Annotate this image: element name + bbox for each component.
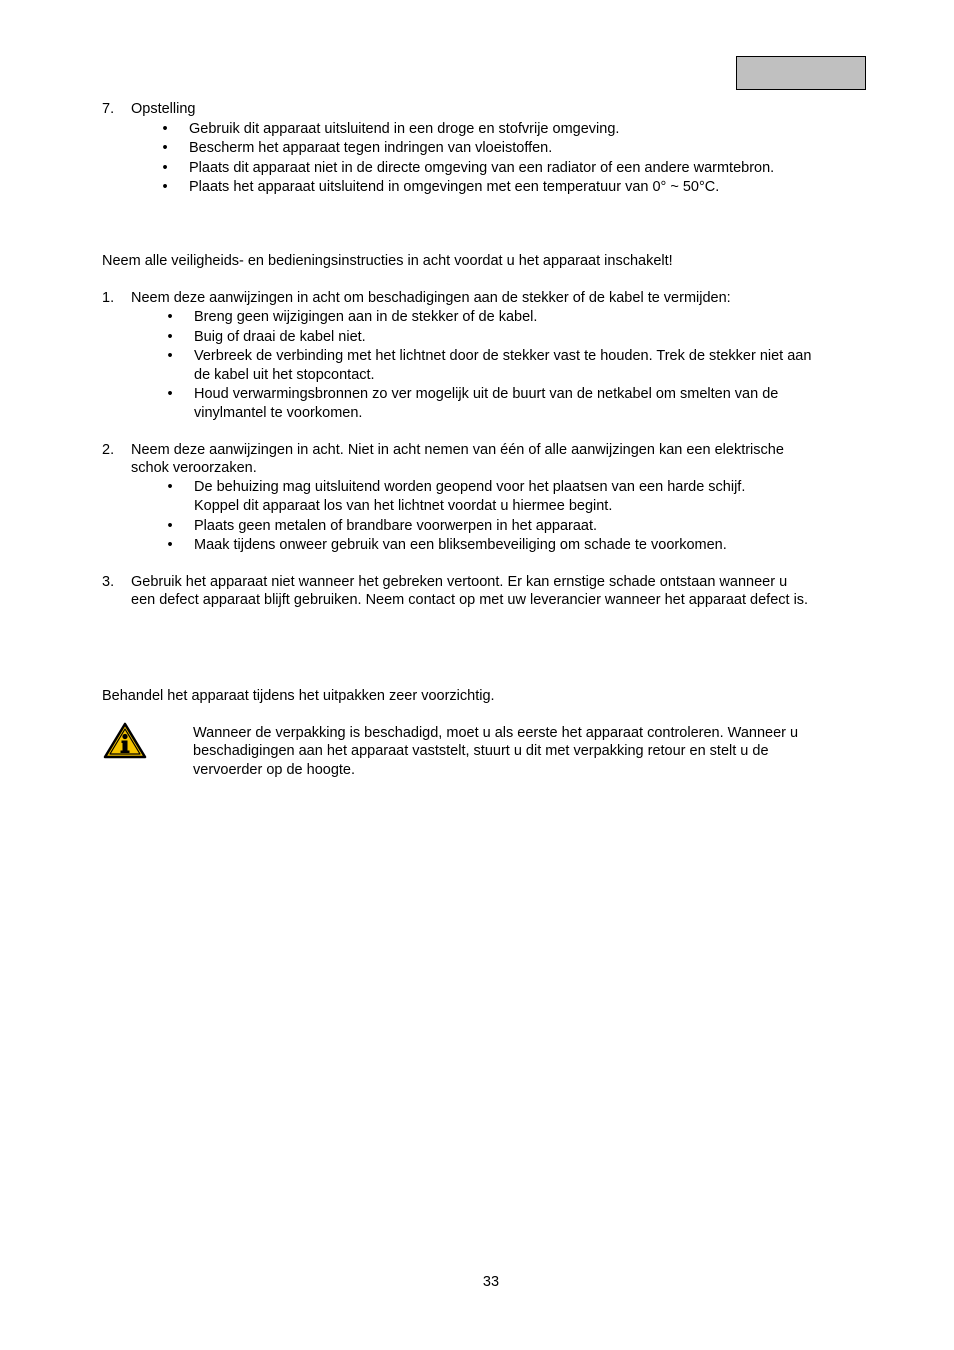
list-item: Gebruik dit apparaat uitsluitend in een droge en stofvrije omgeving.: [189, 121, 620, 137]
bullet: •: [162, 121, 168, 137]
notice-text: vervoerder op de hoogte.: [193, 762, 356, 778]
list-item: Breng geen wijzigingen aan in de stekker of de kabel.: [194, 309, 538, 325]
list-item-continuation: vinylmantel te voorkomen.: [194, 405, 363, 421]
intro-paragraph: Neem alle veiligheids- en bedieningsinstructies in acht voordat u het apparaat inschakelt!: [102, 253, 673, 269]
list-item: Houd verwarmingsbronnen zo ver mogelijk uit de buurt van de netkabel om smelten van de: [194, 386, 779, 402]
item-text-continuation: schok veroorzaken.: [131, 460, 257, 476]
bullet: •: [167, 309, 173, 325]
bullet: •: [167, 479, 173, 495]
bullet: •: [167, 537, 173, 553]
language-tab: [736, 56, 866, 90]
item-number: 1.: [102, 290, 115, 306]
list-item: De behuizing mag uitsluitend worden geopend voor het plaatsen van een harde schijf.: [194, 479, 746, 495]
page-number: 33: [482, 1274, 500, 1290]
list-item-continuation: de kabel uit het stopcontact.: [194, 367, 375, 383]
list-item: Plaats het apparaat uitsluitend in omgevingen met een temperatuur van 0° ~ 50°C.: [189, 179, 720, 195]
list-item: Bescherm het apparaat tegen indringen van vloeistoffen.: [189, 140, 553, 156]
item-text: Gebruik het apparaat niet wanneer het gebreken vertoont. Er kan ernstige schade ontstaan wanneer u: [131, 574, 788, 590]
bullet: •: [167, 518, 173, 534]
info-warning-icon: [103, 722, 147, 760]
bullet: •: [167, 348, 173, 364]
item-number: 3.: [102, 574, 115, 590]
bullet: •: [167, 386, 173, 402]
list-item: Plaats geen metalen of brandbare voorwerpen in het apparaat.: [194, 518, 598, 534]
section-title: Opstelling: [131, 101, 196, 117]
item-text: Neem deze aanwijzingen in acht om beschadigingen aan de stekker of de kabel te vermijden:: [131, 290, 731, 306]
list-item: Plaats dit apparaat niet in de directe omgeving van een radiator of een andere warmtebron.: [189, 160, 775, 176]
bullet: •: [162, 179, 168, 195]
list-item: Verbreek de verbinding met het lichtnet door de stekker vast te houden. Trek de stekker niet aan: [194, 348, 812, 364]
list-item: Maak tijdens onweer gebruik van een bliksembeveiliging om schade te voorkomen.: [194, 537, 727, 553]
item-text-continuation: een defect apparaat blijft gebruiken. Neem contact op met uw leverancier wanneer het apparaat defect is.: [131, 592, 809, 608]
bullet: •: [162, 160, 168, 176]
bullet: •: [167, 329, 173, 345]
list-item: Buig of draai de kabel niet.: [194, 329, 366, 345]
notice-text: Wanneer de verpakking is beschadigd, moet u als eerste het apparaat controleren. Wanneer u: [193, 725, 799, 741]
item-number: 2.: [102, 442, 115, 458]
bullet: •: [162, 140, 168, 156]
notice-text: beschadigingen aan het apparaat vaststelt, stuurt u dit met verpakking retour en stelt u de: [193, 743, 769, 759]
unpack-paragraph: Behandel het apparaat tijdens het uitpakken zeer voorzichtig.: [102, 688, 495, 704]
list-item-continuation: Koppel dit apparaat los van het lichtnet voordat u hiermee begint.: [194, 498, 613, 514]
section-number: 7.: [102, 101, 115, 117]
item-text: Neem deze aanwijzingen in acht. Niet in acht nemen van één of alle aanwijzingen kan een elektrische: [131, 442, 784, 458]
